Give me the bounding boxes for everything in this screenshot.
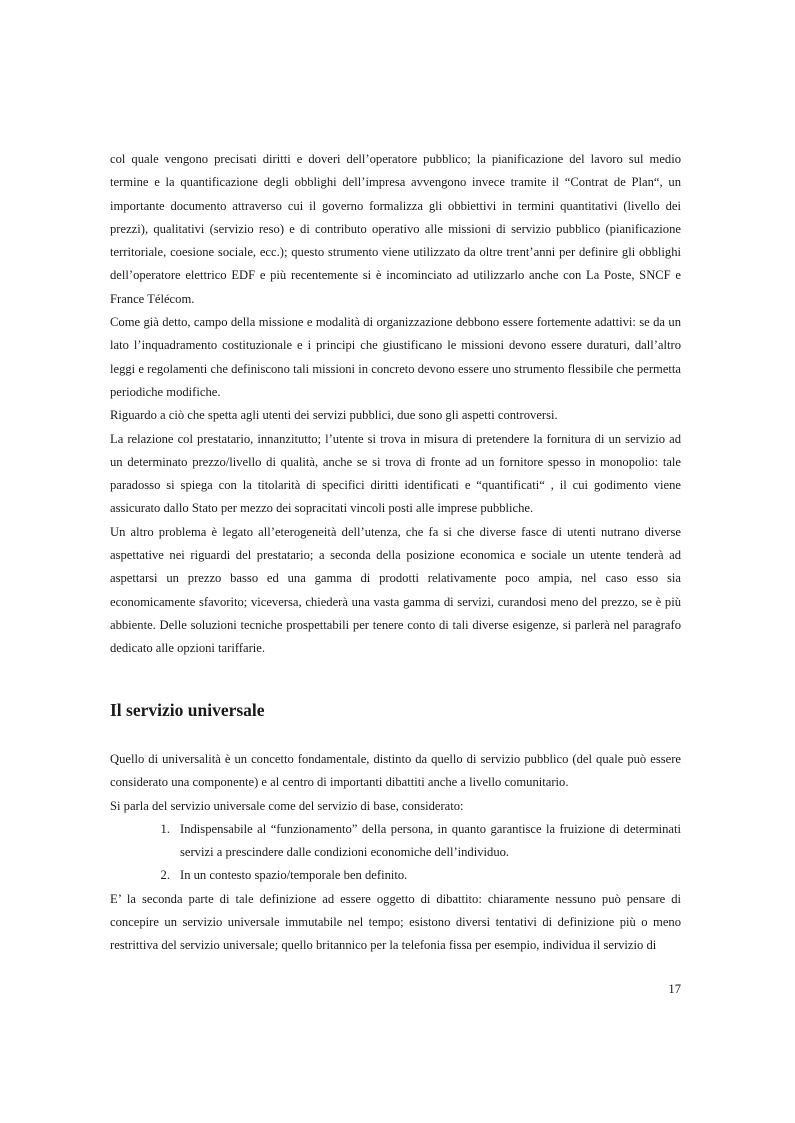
list-item-number: 2. <box>160 868 170 883</box>
list-item-text: Indispensabile al “funzionamento” della persona, in quanto garantisce la fruizione di determinati servizi a prescindere dalle condizioni economiche dell’individuo. <box>180 821 681 860</box>
section-universal-service <box>110 748 681 958</box>
paragraph-universality-intro: Quello di universalità è un concetto fondamentale, distinto da quello di servizio pubblico (del quale può essere considerato una componente) e al centro di importanti dibattiti anche a livello comunitario. <box>110 752 681 790</box>
list-item-text: In un contesto spazio/temporale ben definito. <box>180 868 408 883</box>
paragraph-adaptivity: Come già detto, campo della missione e modalità di organizzazione debbono essere fortemente adattivi: se da un lato l’inquadramento costituzionale e i principi che giustificano le missioni devono essere duraturi, dall’altro leggi e regolamenti che definiscono tali missioni in concreto devono essere uno strumento flessibile che permetta periodiche modifiche. <box>110 315 681 399</box>
paragraph-users-aspects: Riguardo a ciò che spetta agli utenti dei servizi pubblici, due sono gli aspetti controversi. <box>110 408 558 423</box>
page-number: 17 <box>668 982 681 996</box>
list-item-number: 1. <box>160 821 170 836</box>
page-body <box>110 148 681 953</box>
paragraph-debate: E’ la seconda parte di tale definizione ad essere oggetto di dibattito: chiaramente nessuno può pensare di concepire un servizio universale immutabile nel tempo; esistono diversi tentativi di definizione più o meno restrittiva del servizio universale; quello britannico per la telefonia fissa per esempio, individua il servizio di <box>110 891 681 953</box>
paragraph-heterogeneity: Un altro problema è legato all’eterogeneità dell’utenza, che fa si che diverse fasce di utenti nutrano diverse aspettative nei riguardi del prestatario; a seconda della posizione economica e sociale un utente tenderà ad aspettarsi un prezzo basso ed una gamma di prodotti relativamente poco ampia, nel caso esso sia economicamente sfavorito; viceversa, chiederà una vasta gamma di servizi, curandosi meno del prezzo, se è più abbiente. Delle soluzioni tecniche prospettabili per tenere conto di tali diverse esigenze, si parlerà nel paragrafo dedicato alle opzioni tariffarie. <box>110 524 681 656</box>
paragraph-basic-service-lead: Si parla del servizio universale come del servizio di base, considerato: <box>110 798 464 813</box>
paragraph-contrat-de-plan: col quale vengono precisati diritti e doveri dell’operatore pubblico; la pianificazione del lavoro sul medio termine e la quantificazione degli obblighi dell’impresa avvengono invece tramite il “Contrat de Plan“, un importante documento attraverso cui il governo formalizza gli obbiettivi in termini quantitativi (livello dei prezzi), qualitativi (servizio reso) e di contributo operativo alle missioni di servizio pubblico (pianificazione territoriale, coesione sociale, ecc.); questo strumento viene utilizzato da oltre trent’anni per definire gli obblighi dell’operatore elettrico EDF e più recentemente si è incominciato ad utilizzarlo anche con La Poste, SNCF e France Télécom. <box>110 152 681 306</box>
list-item <box>110 818 681 865</box>
list-item <box>110 864 681 887</box>
paragraph-provider-relation: La relazione col prestatario, innanzitutto; l’utente si trova in misura di pretendere la fornitura di un servizio ad un determinato prezzo/livello di qualità, anche se si trova di fronte ad un fornitore spesso in monopolio: tale paradosso si spiega con la titolarità di specifici diritti identificati e “quantificati“ , il cui godimento viene assicurato dallo Stato per mezzo dei sopracitati vincoli posti alle imprese pubbliche. <box>110 431 681 516</box>
section-heading: Il servizio universale <box>110 700 265 720</box>
definition-list <box>110 818 681 888</box>
